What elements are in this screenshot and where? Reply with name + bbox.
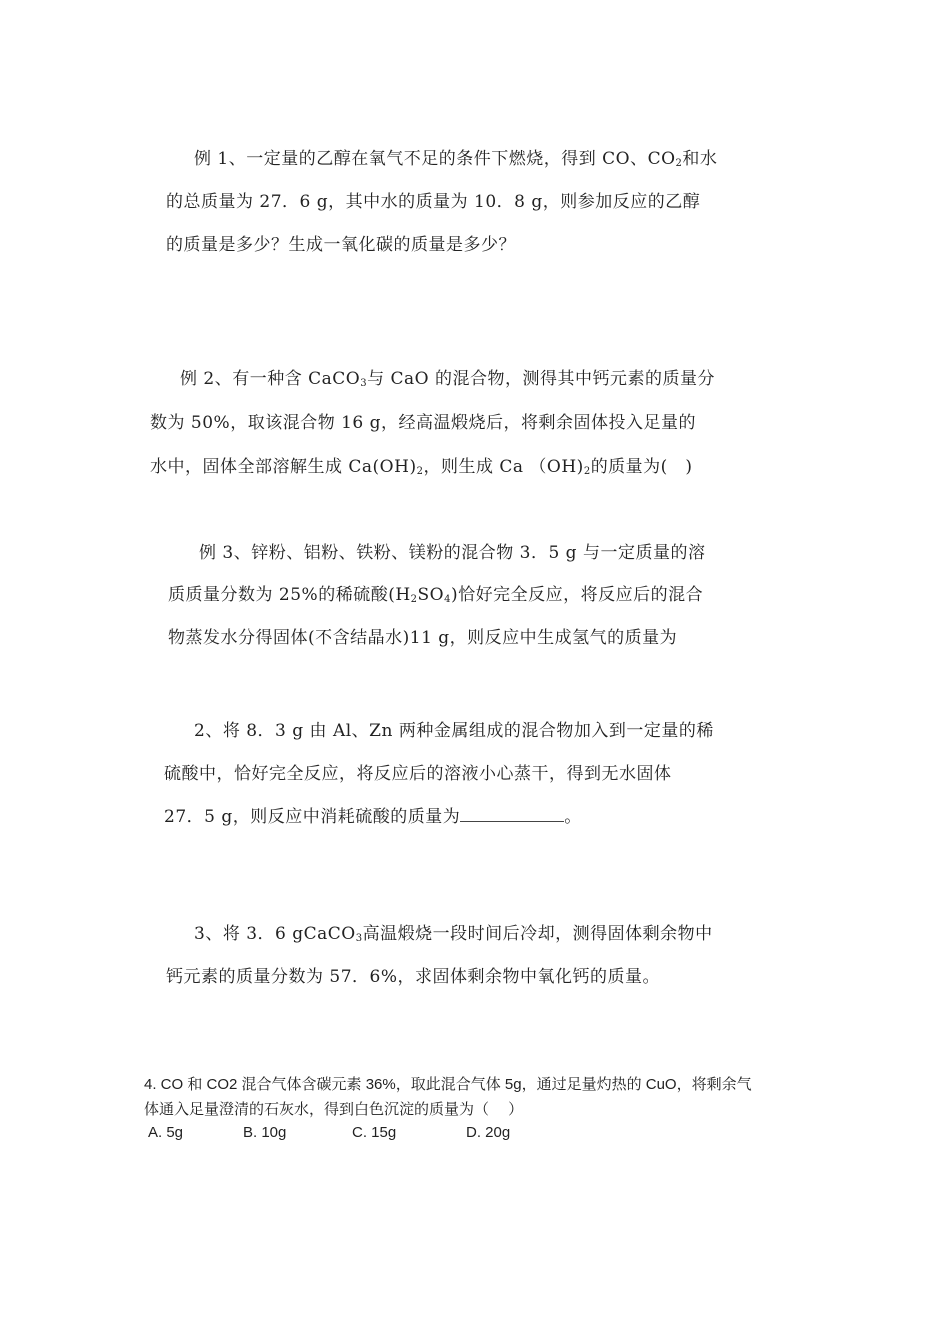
problem4-line1: 4. CO 和 CO2 混合气体含碳元素 36%，取此混合气体 5g，通过足量灼热的 CuO，将剩余气 bbox=[144, 1076, 752, 1093]
problem3-line1: 3、将 3．6 gCaCO$_3$高温煅烧一段时间后冷却，测得固体剩余物中 bbox=[194, 924, 713, 944]
answer-blank[interactable] bbox=[460, 807, 564, 822]
example3-line3: 物蒸发水分得固体(不含结晶水)11 g，则反应中生成氢气的质量为 bbox=[168, 628, 678, 648]
example2-line1: 例 2、有一种含 CaCO$_3$与 CaO 的混合物，测得其中钙元素的质量分 bbox=[180, 369, 715, 389]
example1-line3: 的质量是多少？生成一氧化碳的质量是多少？ bbox=[166, 235, 516, 255]
option-a: A. 5g bbox=[148, 1124, 184, 1141]
problem2-line1: 2、将 8．3 g 由 Al、Zn 两种金属组成的混合物加入到一定量的稀 bbox=[194, 721, 714, 741]
problem2-line2: 硫酸中，恰好完全反应，将反应后的溶液小心蒸干，得到无水固体 bbox=[164, 764, 672, 784]
option-b: B. 10g bbox=[243, 1124, 287, 1141]
option-c: C. 15g bbox=[352, 1124, 397, 1141]
problem2-line3: 27．5 g，则反应中消耗硫酸的质量为 。 bbox=[164, 807, 582, 827]
problem3-line2: 钙元素的质量分数为 57．6%，求固体剩余物中氧化钙的质量。 bbox=[166, 967, 661, 987]
example3-line1: 例 3、锌粉、铝粉、铁粉、镁粉的混合物 3．5 g 与一定质量的溶 bbox=[199, 543, 706, 563]
example2-line2: 数为 50%，取该混合物 16 g，经高温煅烧后，将剩余固体投入足量的 bbox=[150, 413, 697, 433]
example3-line2: 质质量分数为 25%的稀硫酸$(H_2SO_4)$恰好完全反应，将反应后的混合 bbox=[168, 585, 704, 605]
problem4-line2: 体通入足量澄清的石灰水，得到白色沉淀的质量为（ ） bbox=[144, 1101, 524, 1118]
option-d: D. 20g bbox=[466, 1124, 511, 1141]
example1-line2: 的总质量为 27．6 g，其中水的质量为 10．8 g，则参加反应的乙醇 bbox=[166, 192, 701, 212]
example1-line1: 例 1、一定量的乙醇在氧气不足的条件下燃烧，得到 CO、$CO_2$和水 bbox=[194, 149, 718, 169]
example2-line3: 水中，固体全部溶解生成 $Ca(OH)_2$，则生成 Ca $(OH)_2$的质量为( ) bbox=[150, 457, 693, 477]
